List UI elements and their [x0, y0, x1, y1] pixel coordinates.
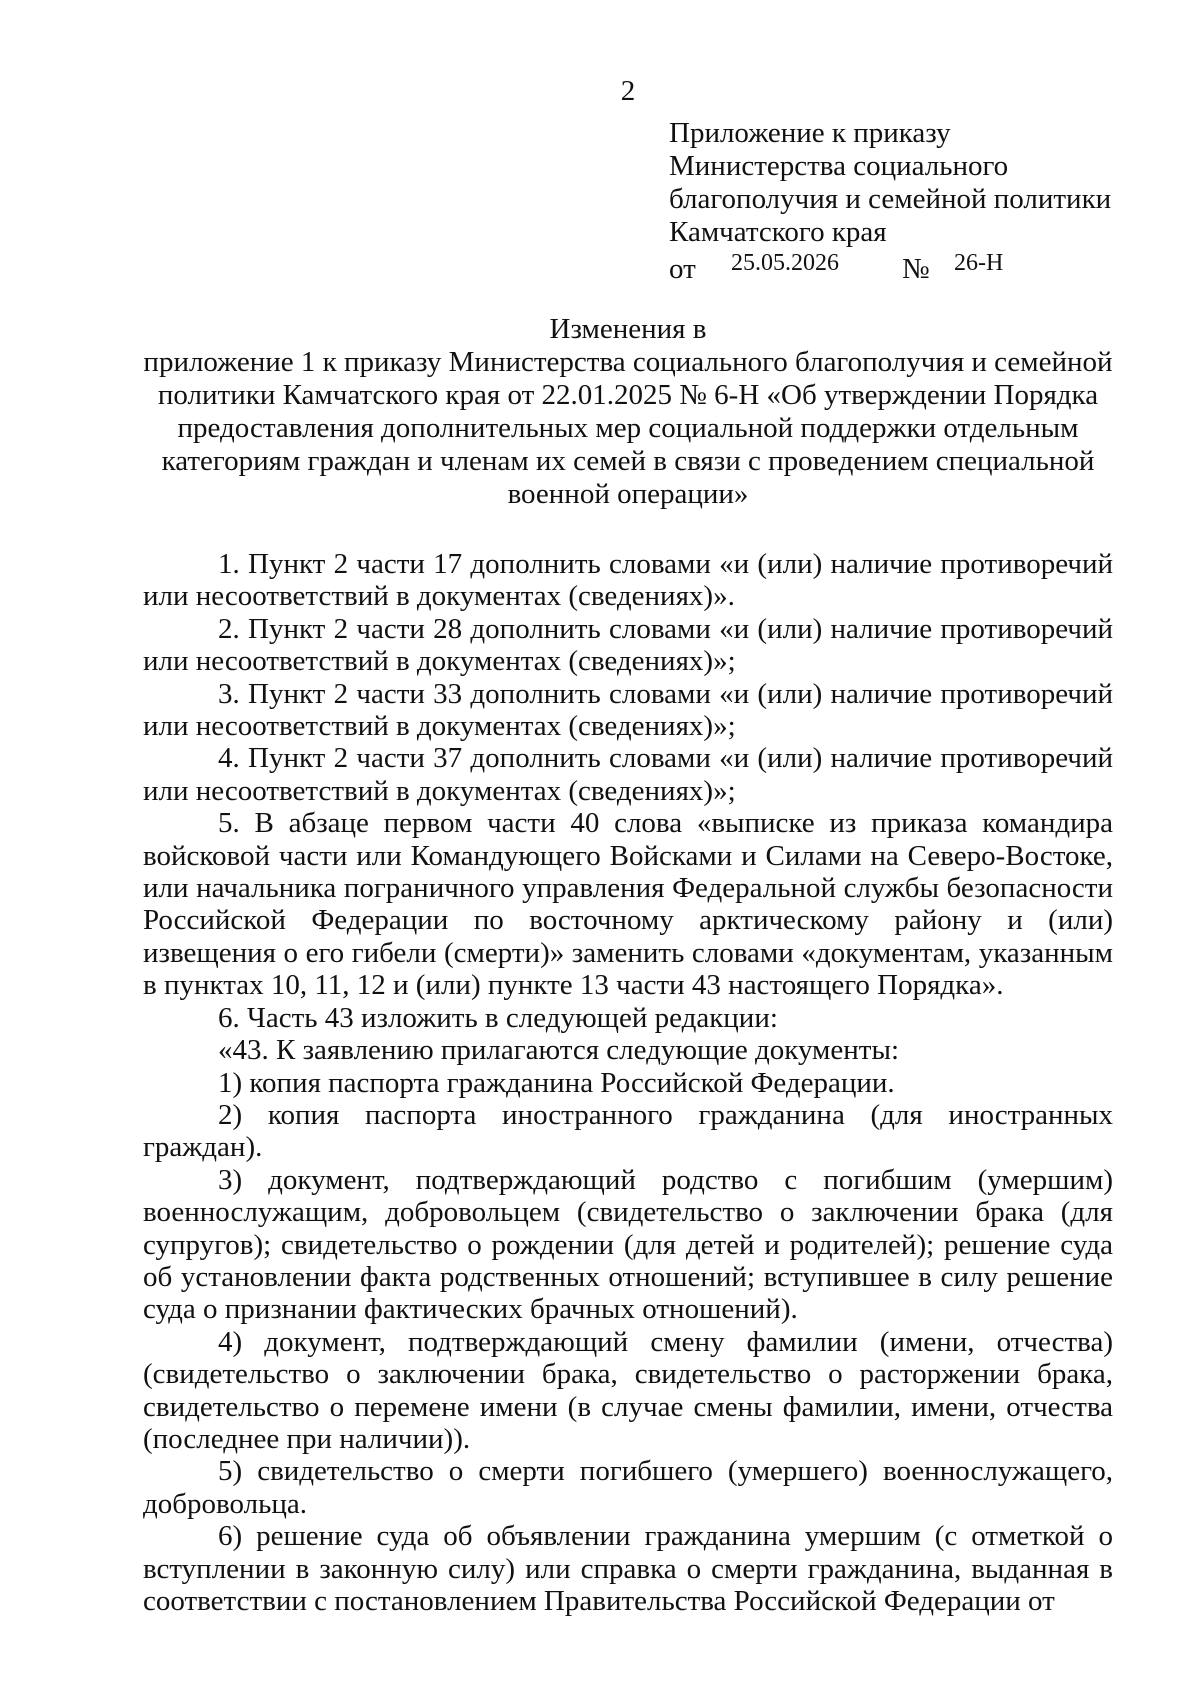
heading-line: категориям граждан и членам их семей в связи с проведением специальной — [161, 445, 1095, 477]
appendix-line: Камчатского края — [669, 216, 887, 248]
date-prefix: от — [669, 253, 696, 285]
heading-line: Изменения в — [549, 313, 707, 345]
paragraph: 3) документ, подтверждающий родство с погибшим (умершим) военнослужащим, добровольцем (свидетельство о заключении брака (для супругов); свидетельство о рождении (для детей и родителей); решение суда об установлении факта родственных отношений; вступившее в силу решение суда о признании фактических брачных отношений). — [143, 1163, 1113, 1326]
paragraph: 5) свидетельство о смерти погибшего (умершего) военнослужащего, добровольца. — [143, 1455, 1113, 1520]
paragraph: 6) решение суда об объявлении гражданина умершим (с отметкой о вступлении в законную силу) или справка о смерти гражданина, выданная в соответствии с постановлением Правительства Российской Федерации от — [143, 1520, 1113, 1617]
heading-line: приложение 1 к приказу Министерства социального благополучия и семейной — [143, 346, 1113, 378]
document-heading — [143, 313, 1113, 511]
appendix-date-row — [669, 249, 1111, 285]
heading-line: предоставления дополнительных мер социальной поддержки отдельным — [177, 412, 1079, 444]
paragraph: 3. Пункт 2 части 33 дополнить словами «и (или) наличие противоречий или несоответствий в документах (сведениях)»; — [143, 677, 1113, 743]
order-date: 25.05.2026 — [731, 250, 839, 276]
paragraph: «43. К заявлению прилагаются следующие документы: — [218, 1034, 900, 1067]
paragraph: 4. Пункт 2 части 37 дополнить словами «и (или) наличие противоречий или несоответствий в документах (сведениях)»; — [143, 742, 1113, 807]
paragraph: 1. Пункт 2 части 17 дополнить словами «и (или) наличие противоречий или несоответствий в документах (сведениях)». — [143, 548, 1113, 613]
appendix-line: Министерства социального — [669, 150, 1009, 182]
order-number: 26-Н — [954, 250, 1004, 276]
page-number: 2 — [620, 75, 636, 107]
appendix-line: Приложение к приказу — [669, 117, 951, 149]
paragraph: 6. Часть 43 изложить в следующей редакции: — [218, 1001, 778, 1034]
document-body — [143, 548, 1113, 1617]
paragraph: 2. Пункт 2 части 28 дополнить словами «и (или) наличие противоречий или несоответствий в документах (сведениях)»; — [143, 612, 1113, 678]
heading-line: военной операции» — [507, 478, 749, 510]
appendix-line: благополучия и семейной политики — [669, 183, 1112, 215]
heading-line: политики Камчатского края от 22.01.2025 № 6-Н «Об утверждении Порядка — [157, 379, 1099, 411]
paragraph: 1) копия паспорта гражданина Российской Федерации. — [218, 1066, 895, 1099]
paragraph: 2) копия паспорта иностранного гражданина (для иностранных граждан). — [143, 1098, 1113, 1164]
number-sign: № — [902, 253, 930, 285]
appendix-block — [669, 117, 1111, 285]
paragraph: 5. В абзаце первом части 40 слова «выписке из приказа командира войсковой части или Командующего Войсками и Силами на Северо-Востоке, или начальника пограничного управления Федеральной службы безопасности Российской Федерации по восточному арктическому району и (или) извещения о его гибели (смерти)» заменить словами «документам, указанным в пунктах 10, 11, 12 и (или) пункте 13 части 43 настоящего Порядка». — [143, 807, 1113, 1002]
paragraph: 4) документ, подтверждающий смену фамилии (имени, отчества) (свидетельство о заключении брака, свидетельство о расторжении брака, свидетельство о перемене имени (в случае смены фамилии, имени, отчества (последнее при наличии)). — [143, 1325, 1113, 1455]
